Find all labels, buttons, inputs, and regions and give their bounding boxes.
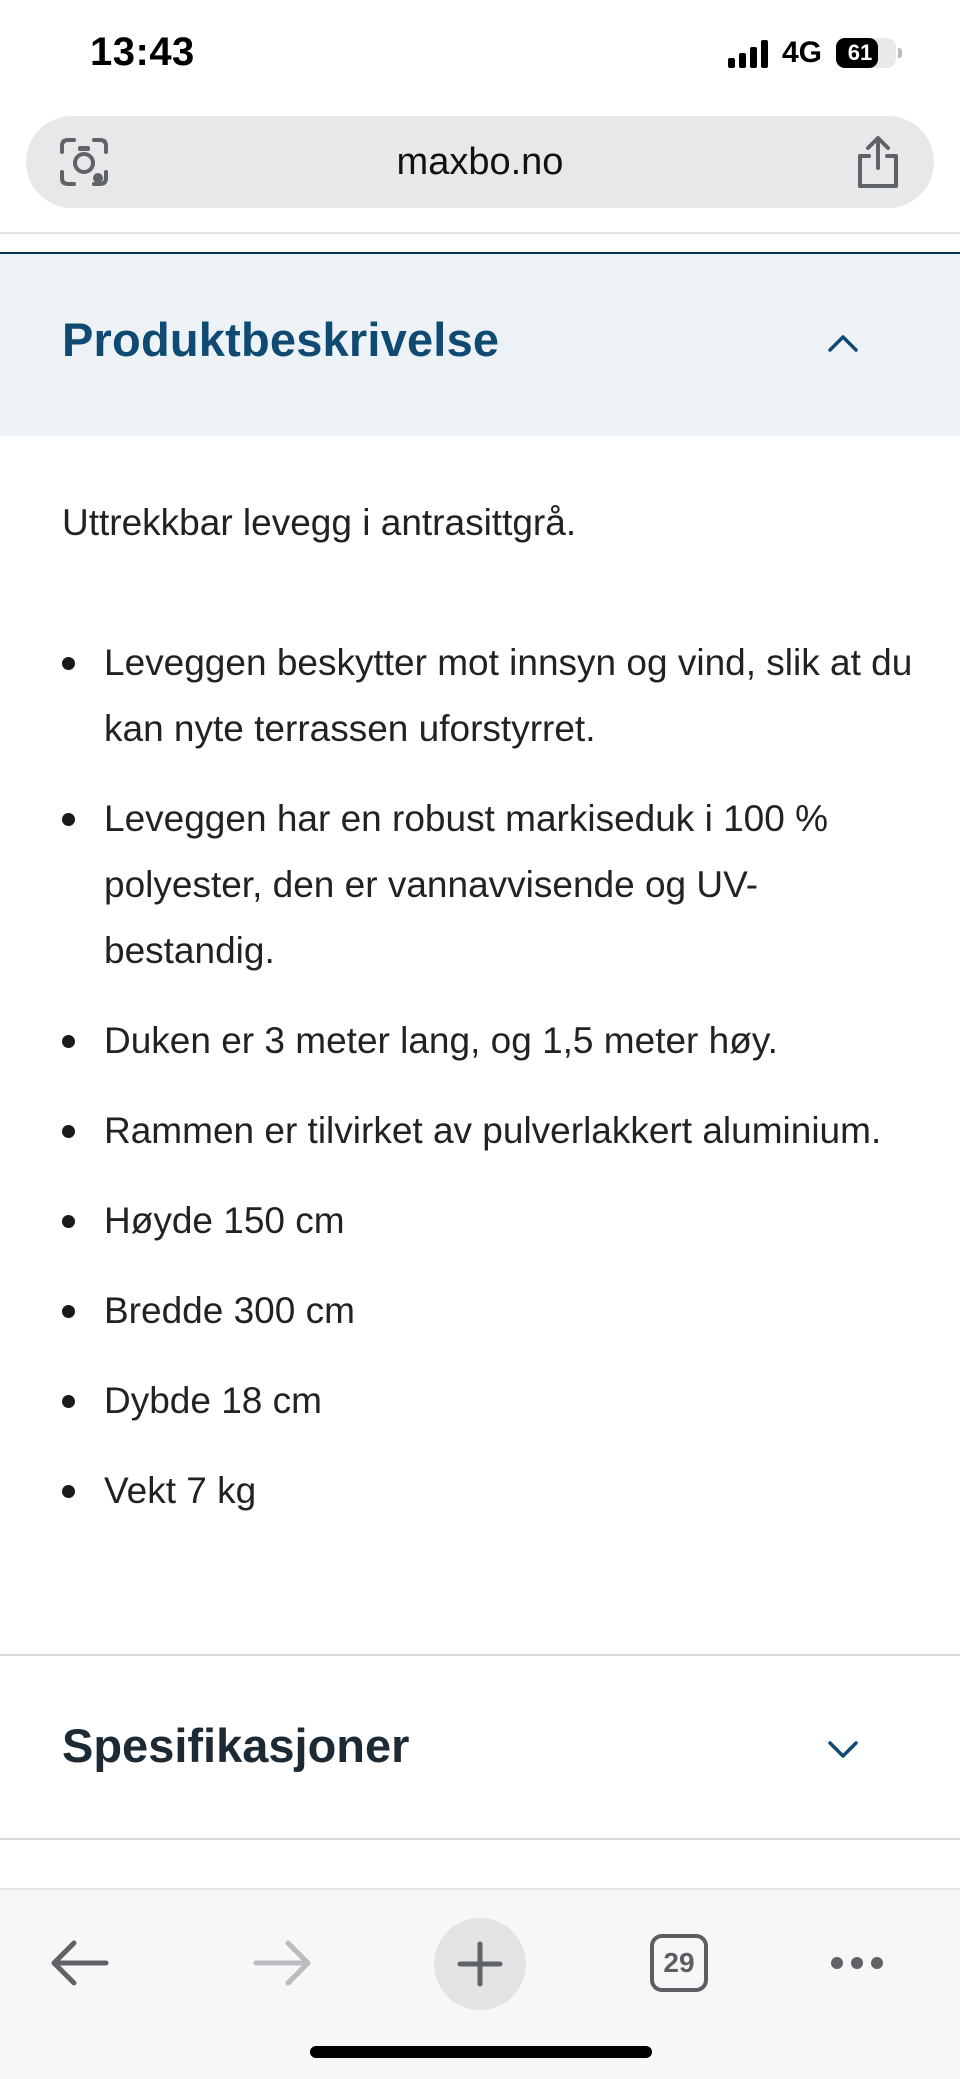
plus-icon [434, 1918, 526, 2010]
arrow-right-icon[interactable] [236, 1918, 326, 2008]
list-item: Vekt 7 kg [62, 1458, 922, 1524]
accordion-title: Spesifikasjoner [62, 1719, 410, 1772]
tabs-button[interactable] [634, 1918, 724, 2008]
chevron-up-icon [826, 330, 860, 356]
divider [0, 1838, 960, 1840]
url-text[interactable]: maxbo.no [396, 141, 564, 183]
share-icon[interactable] [852, 134, 904, 190]
divider [0, 232, 960, 234]
list-item: Leveggen har en robust markiseduk i 100 % polyester, den er vannavvisende og UV-bestandig. [62, 786, 922, 984]
list-item: Dybde 18 cm [62, 1368, 922, 1434]
list-item: Duken er 3 meter lang, og 1,5 meter høy. [62, 1008, 922, 1074]
tab-count: 29 [650, 1934, 708, 1992]
arrow-left-icon[interactable] [36, 1918, 126, 2008]
signal-icon [728, 40, 772, 68]
list-item: Bredde 300 cm [62, 1278, 922, 1344]
accordion-title: Produktbeskrivelse [62, 313, 500, 366]
list-item: Høyde 150 cm [62, 1188, 922, 1254]
home-indicator [310, 2046, 652, 2058]
feature-list [62, 630, 922, 1524]
status-time: 13:43 [90, 30, 195, 74]
more-dots-icon[interactable] [812, 1918, 902, 2008]
status-bar [0, 0, 960, 110]
accordion-product-description[interactable] [0, 254, 960, 436]
battery-percent: 61 [847, 40, 873, 65]
address-bar[interactable] [26, 116, 934, 208]
list-item: Leveggen beskytter mot innsyn og vind, slik at du kan nyte terrassen uforstyrret. [62, 630, 922, 762]
description-intro: Uttrekkbar levegg i antrasittgrå. [62, 502, 577, 543]
network-type: 4G [782, 36, 823, 69]
accordion-specifications[interactable] [0, 1656, 960, 1838]
chevron-down-icon [826, 1736, 860, 1762]
list-item: Rammen er tilvirket av pulverlakkert aluminium. [62, 1098, 922, 1164]
new-tab-button[interactable] [434, 1918, 526, 2010]
battery-icon [836, 38, 896, 68]
